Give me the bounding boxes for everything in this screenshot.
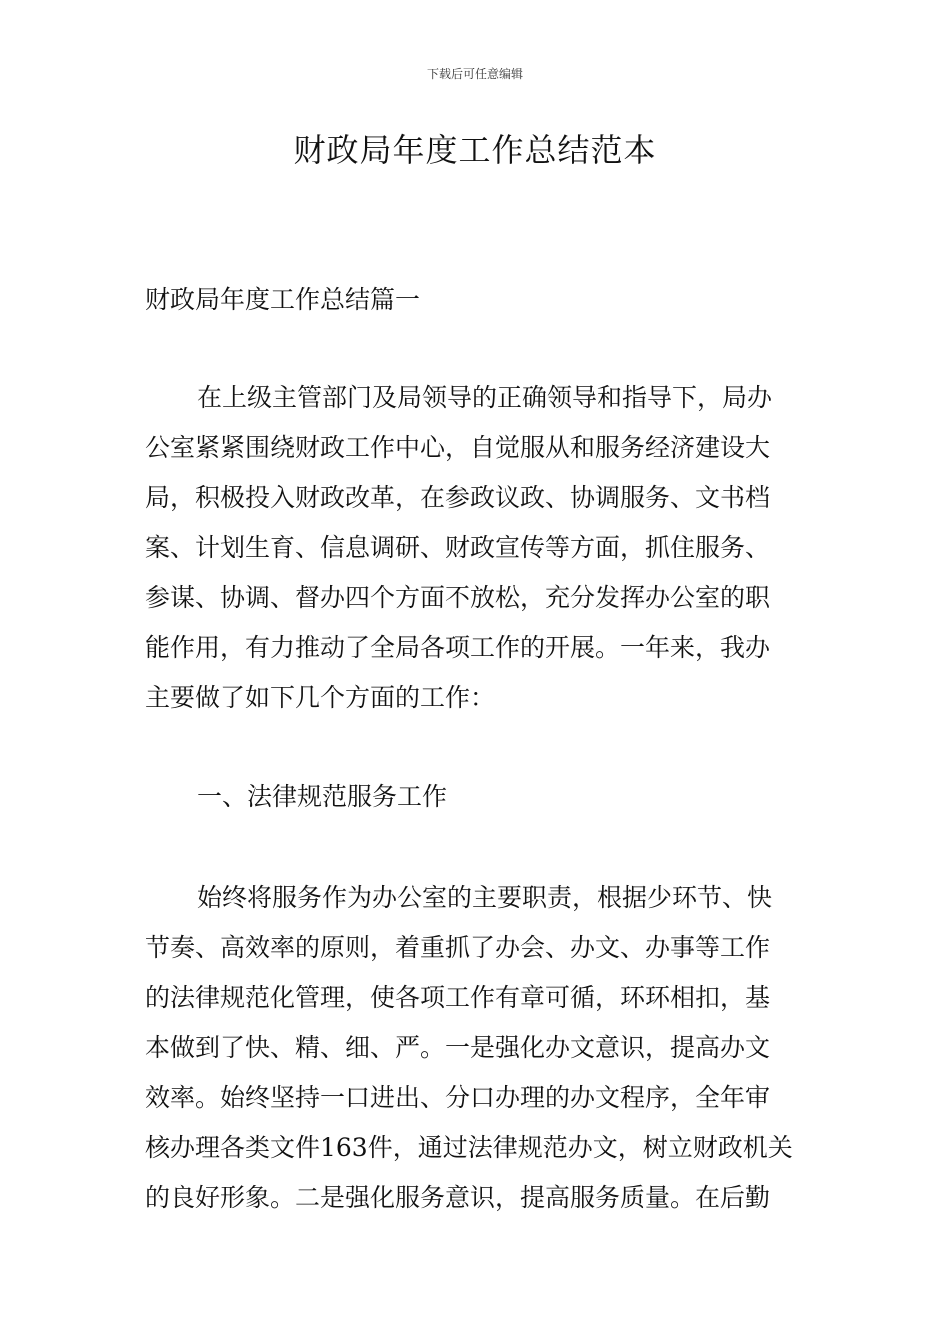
sub-heading-legal-service: 一、法律规范服务工作 (197, 782, 448, 811)
header-note: 下载后可任意编辑 (426, 67, 523, 81)
paragraph-line: 能作用，有力推动了全局各项工作的开展。一年来，我办 (145, 633, 771, 662)
paragraph-line: 效率。始终坚持一口进出、分口办理的办文程序，全年审 (145, 1083, 771, 1112)
section-heading: 财政局年度工作总结篇一 (145, 285, 421, 314)
paragraph-line: 本做到了快、精、细、严。一是强化办文意识，提高办文 (145, 1033, 771, 1062)
paragraph-line: 节奏、高效率的原则，着重抓了办会、办文、办事等工作 (145, 933, 771, 962)
paragraph-line: 的良好形象。二是强化服务意识，提高服务质量。在后勤 (145, 1183, 771, 1212)
paragraph-line: 在上级主管部门及局领导的正确领导和指导下，局办 (197, 383, 773, 412)
paragraph-line: 主要做了如下几个方面的工作： (145, 683, 496, 712)
paragraph-line: 参谋、协调、督办四个方面不放松，充分发挥办公室的职 (145, 583, 771, 612)
paragraph-line: 公室紧紧围绕财政工作中心，自觉服从和服务经济建设大 (145, 433, 771, 462)
paragraph-line: 的法律规范化管理，使各项工作有章可循，环环相扣，基 (145, 983, 771, 1012)
paragraph-line: 始终将服务作为办公室的主要职责，根据少环节、快 (197, 883, 773, 912)
document-title: 财政局年度工作总结范本 (293, 131, 657, 169)
paragraph-line: 局，积极投入财政改革，在参政议政、协调服务、文书档 (145, 483, 771, 512)
paragraph-intro (145, 373, 809, 723)
paragraph-line: 案、计划生育、信息调研、财政宣传等方面，抓住服务、 (145, 533, 771, 562)
paragraph-legal-service (145, 873, 809, 1223)
paragraph-line: 核办理各类文件163件，通过法律规范办文，树立财政机关 (145, 1133, 793, 1162)
